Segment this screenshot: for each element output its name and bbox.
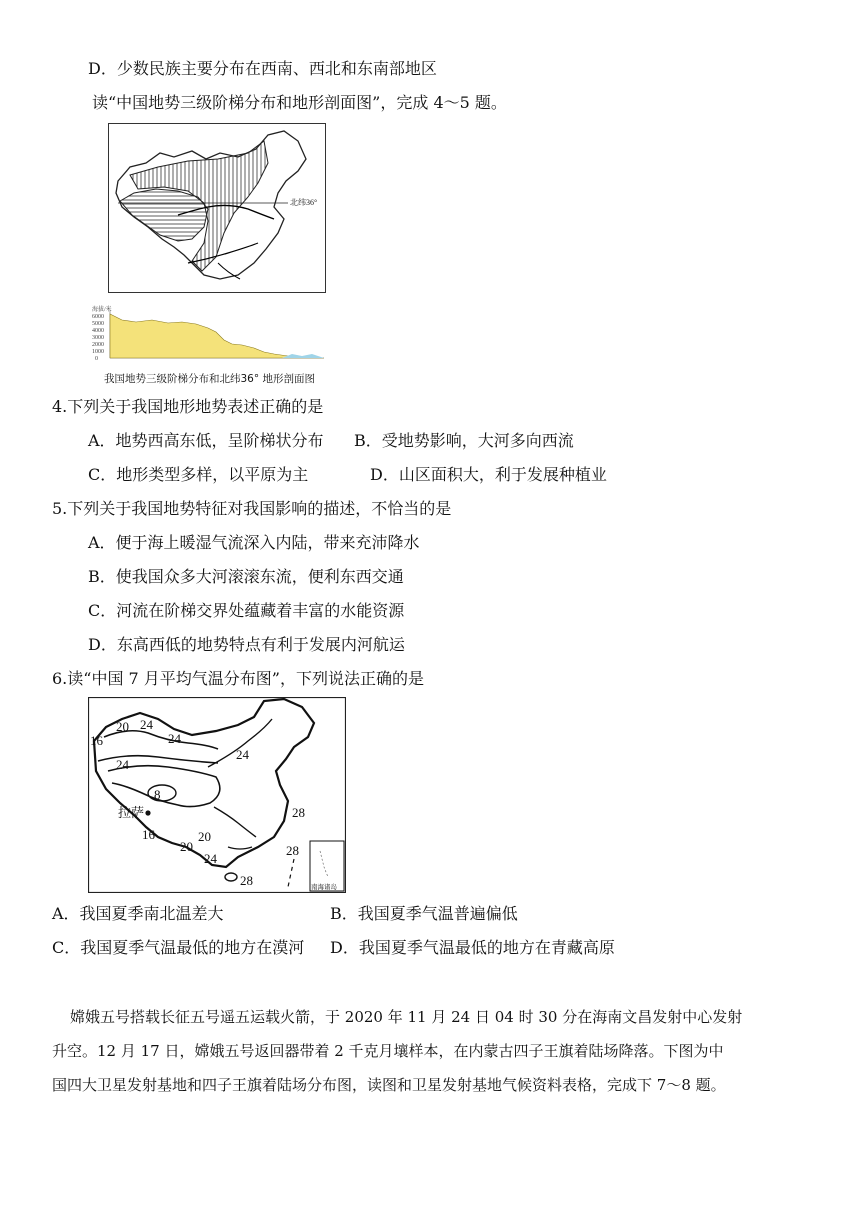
isotherm-label: 24 bbox=[204, 851, 217, 866]
isotherm-label: 28 bbox=[292, 805, 305, 820]
isotherm-label: 24 bbox=[168, 731, 181, 746]
isotherm-label: 20 bbox=[116, 719, 129, 734]
q5-option-b: B．使我国众多大河滚滚东流，便利东西交通 bbox=[88, 567, 404, 586]
passage-line-3: 国四大卫星发射基地和四子王旗着陆场分布图，读图和卫星发射基地气候资料表格，完成下 7～8 题。 bbox=[52, 1076, 726, 1094]
profile-tick: 1000 bbox=[92, 349, 104, 355]
passage-line-1: 嫦娥五号搭载长征五号遥五运载火箭，于 2020 年 11 月 24 日 04 时 30 分在海南文昌发射中心发射 bbox=[70, 1008, 743, 1026]
latitude-label: 北纬36° bbox=[290, 198, 318, 207]
profile-yaxis-title: 海拔/米 bbox=[92, 307, 112, 313]
intro-q4-5: 读“中国地势三级阶梯分布和地形剖面图”，完成 4～5 题。 bbox=[92, 93, 507, 112]
profile-tick: 3000 bbox=[92, 335, 104, 341]
q5-option-c: C．河流在阶梯交界处蕴藏着丰富的水能资源 bbox=[88, 601, 405, 620]
isotherm-label: 24 bbox=[140, 717, 153, 732]
inset-south-china-sea-label: 南海诸岛 bbox=[311, 884, 337, 891]
q5-option-a: A．便于海上暖湿气流深入内陆，带来充沛降水 bbox=[88, 533, 420, 552]
q4-option-b: B．受地势影响，大河多向西流 bbox=[354, 431, 574, 450]
isotherm-label: 28 bbox=[286, 843, 299, 858]
q5-option-d: D．东高西低的地势特点有利于发展内河航运 bbox=[88, 635, 405, 654]
profile-tick: 6000 bbox=[92, 314, 104, 320]
isotherm-label: 20 bbox=[180, 839, 193, 854]
q6-option-a: A．我国夏季南北温差大 bbox=[52, 904, 224, 923]
q4-option-c: C．地形类型多样，以平原为主 bbox=[88, 465, 309, 484]
isotherm-label: 16 bbox=[142, 827, 155, 842]
q4-option-d: D．山区面积大，利于发展种植业 bbox=[370, 465, 607, 484]
profile-tick: 0 bbox=[95, 356, 98, 362]
city-label-lhasa: 拉萨 bbox=[118, 805, 145, 820]
terrain-profile-chart bbox=[92, 304, 328, 364]
q6-option-b: B．我国夏季气温普遍偏低 bbox=[330, 904, 518, 923]
isotherm-label: 24 bbox=[116, 757, 129, 772]
isotherm-label: 16 bbox=[90, 733, 103, 748]
q6-stem: 6.读“中国 7 月平均气温分布图”，下列说法正确的是 bbox=[52, 669, 424, 688]
q3-option-d: D．少数民族主要分布在西南、西北和东南部地区 bbox=[88, 59, 437, 78]
terrain-steps-map bbox=[108, 123, 326, 293]
profile-tick: 5000 bbox=[92, 321, 104, 327]
isotherm-label: 20 bbox=[198, 829, 211, 844]
july-temperature-map bbox=[88, 697, 346, 893]
q4-option-a: A．地势西高东低，呈阶梯状分布 bbox=[88, 431, 324, 450]
isotherm-label: 8 bbox=[154, 787, 161, 802]
q4-stem: 4.下列关于我国地形地势表述正确的是 bbox=[52, 397, 324, 416]
profile-tick: 2000 bbox=[92, 342, 104, 348]
q6-option-d: D．我国夏季气温最低的地方在青藏高原 bbox=[330, 938, 615, 957]
figure1-caption: 我国地势三级阶梯分布和北纬36° 地形剖面图 bbox=[104, 373, 315, 385]
q5-stem: 5.下列关于我国地势特征对我国影响的描述，不恰当的是 bbox=[52, 499, 452, 518]
isotherm-label: 28 bbox=[240, 873, 253, 888]
passage-line-2: 升空。12 月 17 日，嫦娥五号返回器带着 2 千克月壤样本，在内蒙古四子王旗着陆场降落。下图为中 bbox=[52, 1042, 724, 1060]
isotherm-label: 24 bbox=[236, 747, 249, 762]
profile-tick: 4000 bbox=[92, 328, 104, 334]
q6-option-c: C．我国夏季气温最低的地方在漠河 bbox=[52, 938, 305, 957]
